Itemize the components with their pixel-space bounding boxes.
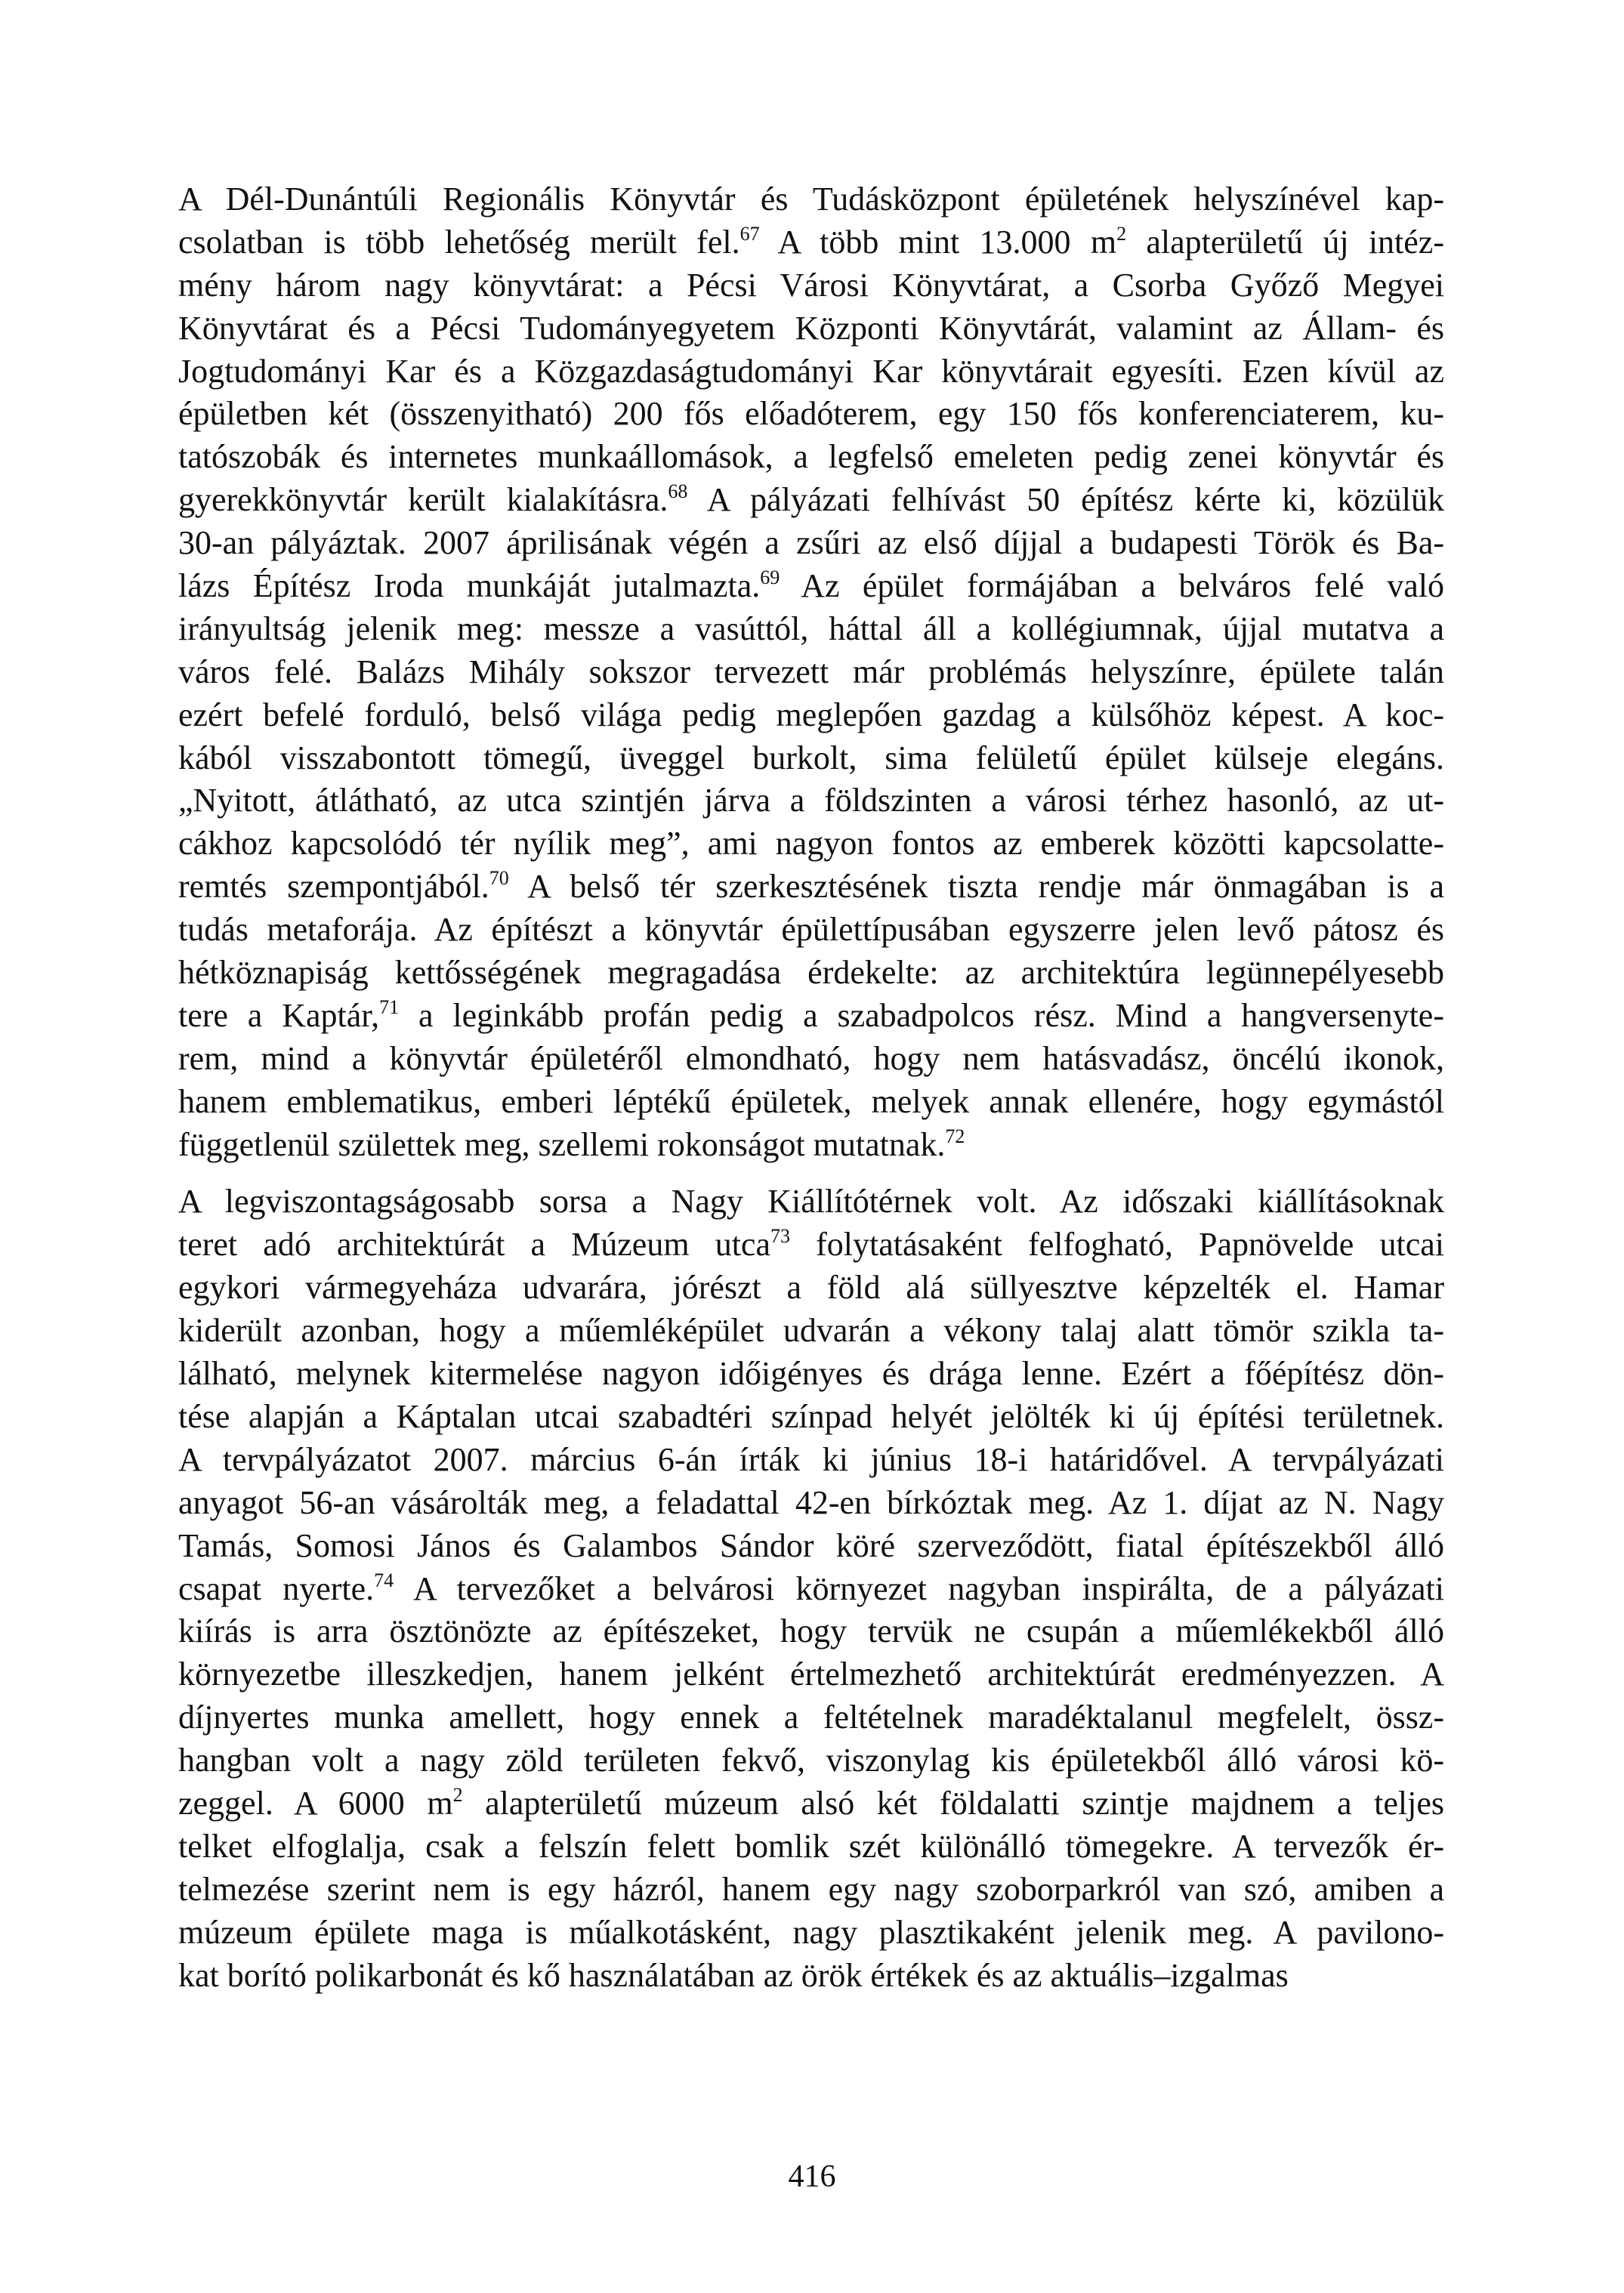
text-line	[178, 608, 1444, 651]
text-line	[178, 651, 1444, 694]
text-segment: épületben két (összenyitható) 200 fős előadóterem, egy 150 fős konferenciaterem, ku-	[178, 395, 1444, 433]
text-line	[178, 779, 1444, 822]
text-line	[178, 1610, 1444, 1653]
text-line	[178, 221, 1444, 264]
text-line	[178, 264, 1444, 307]
text-segment: hanem emblematikus, emberi léptékű épületek, melyek annak ellenére, hogy egymástól	[178, 1082, 1444, 1120]
text-line	[178, 1782, 1444, 1825]
text-line	[178, 1869, 1444, 1912]
text-line	[178, 1439, 1444, 1482]
text-line	[178, 1696, 1444, 1739]
text-line	[178, 1224, 1444, 1267]
text-line	[178, 1955, 1444, 1998]
text-line	[178, 1912, 1444, 1955]
text-segment: Könyvtárat és a Pécsi Tudományegyetem Központi Könyvtárát, valamint az Állam- és	[178, 309, 1444, 347]
text-line	[178, 694, 1444, 737]
text-line	[178, 1267, 1444, 1310]
text-segment: egykori vármegyeháza udvarára, jórészt a föld alá süllyesztve képzelték el. Hamar	[178, 1269, 1444, 1307]
text-segment: díjnyertes munka amellett, hogy ennek a feltételnek maradéktalanul megfelelt, össz-	[178, 1699, 1444, 1736]
footnote-marker[interactable]: 72	[945, 1125, 965, 1147]
text-segment: csolatban is több lehetőség merült fel.	[178, 223, 740, 261]
text-segment: gyerekkönyvtár került kialakításra.	[178, 481, 668, 519]
text-line	[178, 522, 1444, 565]
text-line	[178, 178, 1444, 221]
text-line	[178, 952, 1444, 995]
text-line	[178, 350, 1444, 393]
footnote-marker[interactable]: 74	[374, 1569, 394, 1591]
text-segment: Jogtudományi Kar és a Közgazdaságtudományi Kar könyvtárait egyesíti. Ezen kívül az	[178, 352, 1444, 390]
text-segment: alapterületű új intéz-	[1126, 223, 1444, 261]
footnote-marker[interactable]: 67	[739, 222, 760, 245]
body-text	[178, 178, 1444, 1997]
text-segment: irányultság jelenik meg: messze a vasúttól, háttal áll a kollégiumnak, újjal mutatva a	[178, 610, 1444, 647]
text-line	[178, 1568, 1444, 1611]
text-line	[178, 1396, 1444, 1439]
text-line	[178, 995, 1444, 1038]
text-segment: lálható, melynek kitermelése nagyon időigényes és drága lenne. Ezért a főépítész dön-	[178, 1355, 1444, 1393]
page-number: 416	[788, 2159, 836, 2194]
text-segment: a leginkább profán pedig a szabadpolcos rész. Mind a hangversenyte-	[399, 996, 1444, 1034]
text-line	[178, 1825, 1444, 1869]
text-segment: anyagot 56-an vásárolták meg, a feladattal 42-en bírkóztak meg. Az 1. díjat az N. Nagy	[178, 1483, 1444, 1521]
paragraph	[178, 178, 1444, 1166]
footnote-marker[interactable]: 71	[379, 995, 400, 1018]
text-segment: rem, mind a könyvtár épületéről elmondható, hogy nem hatásvadász, öncélú ikonok,	[178, 1039, 1444, 1077]
text-segment: függetlenül születtek meg, szellemi rokonságot mutatnak.	[178, 1125, 946, 1163]
text-line	[178, 1180, 1444, 1224]
text-line	[178, 1525, 1444, 1568]
text-segment: 30-an pályáztak. 2007 áprilisának végén a zsűri az első díjjal a budapesti Török és Ba-	[178, 524, 1444, 562]
text-segment: telket elfoglalja, csak a felszín felett bomlik szét különálló tömegekre. A tervezők ér-	[178, 1827, 1444, 1865]
text-segment: alapterületű múzeum alsó két földalatti szintje majdnem a teljes	[462, 1784, 1444, 1822]
text-segment: csapat nyerte.	[178, 1569, 375, 1607]
text-segment: környezetbe illeszkedjen, hanem jelként értelmezhető architektúrát eredményezzen. A	[178, 1656, 1444, 1693]
text-segment: telmezése szerint nem is egy házról, hanem egy nagy szoborparkról van szó, amiben a	[178, 1870, 1444, 1908]
text-line	[178, 307, 1444, 350]
text-line	[178, 1038, 1444, 1081]
text-line	[178, 1310, 1444, 1353]
text-segment: tatószobák és internetes munkaállomások, a legfelső emeleten pedig zenei könyvtár és	[178, 438, 1444, 476]
text-segment: Az épület formájában a belváros felé való	[780, 567, 1444, 605]
text-segment: zeggel. A 6000 m	[178, 1784, 453, 1822]
text-segment: folytatásaként felfogható, Papnövelde utcai	[789, 1226, 1444, 1264]
text-segment: tudás metaforája. Az építészt a könyvtár épülettípusában egyszerre jelen levő pátosz és	[178, 911, 1444, 949]
text-segment: remtés szempontjából.	[178, 868, 489, 906]
text-segment: A belső tér szerkesztésének tiszta rendje már önmagában is a	[508, 868, 1444, 906]
footnote-marker[interactable]: 68	[668, 480, 688, 503]
text-segment: „Nyitott, átlátható, az utca szintjén járva a földszinten a városi térhez hasonló, az ut-	[178, 782, 1444, 819]
superscript-exponent: 2	[1116, 222, 1127, 245]
text-segment: kából visszabontott tömegű, üveggel burkolt, sima felületű épület külseje elegáns.	[178, 739, 1444, 776]
text-segment: hangban volt a nagy zöld területen fekvő, viszonylag kis épületekből álló városi kö-	[178, 1742, 1444, 1779]
text-segment: A tervezőket a belvárosi környezet nagyban inspirálta, de a pályázati	[394, 1569, 1444, 1607]
text-segment: múzeum épülete maga is műalkotásként, nagy plasztikaként jelenik meg. A pavilono-	[178, 1913, 1444, 1951]
text-segment: A legviszontagságosabb sorsa a Nagy Kiállítótérnek volt. Az időszaki kiállításoknak	[178, 1183, 1444, 1221]
text-segment: város felé. Balázs Mihály sokszor tervezett már problémás helyszínre, épülete talán	[178, 653, 1444, 690]
footnote-marker[interactable]: 70	[489, 867, 509, 890]
text-segment: kiderült azonban, hogy a műemléképület udvarán a vékony talaj alatt tömör szikla ta-	[178, 1312, 1444, 1350]
text-segment: A pályázati felhívást 50 építész kérte ki, közülük	[687, 481, 1444, 519]
text-line	[178, 1353, 1444, 1396]
text-line	[178, 565, 1444, 608]
text-line	[178, 1124, 1444, 1167]
text-line	[178, 1081, 1444, 1124]
paragraph	[178, 1180, 1444, 1997]
text-line	[178, 909, 1444, 952]
text-segment: Tamás, Somosi János és Galambos Sándor köré szerveződött, fiatal építészekből álló	[178, 1526, 1444, 1564]
footnote-marker[interactable]: 69	[760, 566, 780, 589]
text-line	[178, 1653, 1444, 1696]
superscript-exponent: 2	[452, 1783, 463, 1806]
text-line	[178, 737, 1444, 780]
text-segment: A több mint 13.000 m	[759, 223, 1117, 261]
text-segment: tere a Kaptár,	[178, 996, 380, 1034]
text-segment: lázs Építész Iroda munkáját jutalmazta.	[178, 567, 761, 605]
text-line	[178, 1739, 1444, 1782]
text-line	[178, 822, 1444, 866]
text-segment: hétköznapiság kettősségének megragadása érdekelte: az architektúra legünnepélyesebb	[178, 954, 1444, 992]
text-line	[178, 436, 1444, 479]
text-line	[178, 1482, 1444, 1525]
text-segment: ezért befelé forduló, belső világa pedig meglepően gazdag a külsőhöz képest. A koc-	[178, 696, 1444, 733]
text-segment: kiírás is arra ösztönözte az építészeket, hogy tervük ne csupán a műemlékekből álló	[178, 1613, 1444, 1650]
text-line	[178, 393, 1444, 436]
text-line	[178, 866, 1444, 909]
text-segment: A tervpályázatot 2007. március 6-án írták ki június 18-i határidővel. A tervpályázati	[178, 1440, 1444, 1478]
text-segment: kat borító polikarbonát és kő használatában az örök értékek és az aktuális–izgalmas	[178, 1956, 1289, 1994]
text-line	[178, 479, 1444, 522]
text-segment: tése alapján a Káptalan utcai szabadtéri színpad helyét jelölték ki új építési területnek.	[178, 1397, 1444, 1435]
text-segment: teret adó architektúrát a Múzeum utca	[178, 1226, 770, 1264]
text-segment: A Dél-Dunántúli Regionális Könyvtár és Tudásközpont épületének helyszínével kap-	[178, 181, 1444, 218]
text-segment: cákhoz kapcsolódó tér nyílik meg”, ami nagyon fontos az emberek közötti kapcsolatte-	[178, 825, 1444, 863]
text-segment: mény három nagy könyvtárat: a Pécsi Városi Könyvtárat, a Csorba Győző Megyei	[178, 266, 1444, 304]
footnote-marker[interactable]: 73	[770, 1225, 790, 1248]
